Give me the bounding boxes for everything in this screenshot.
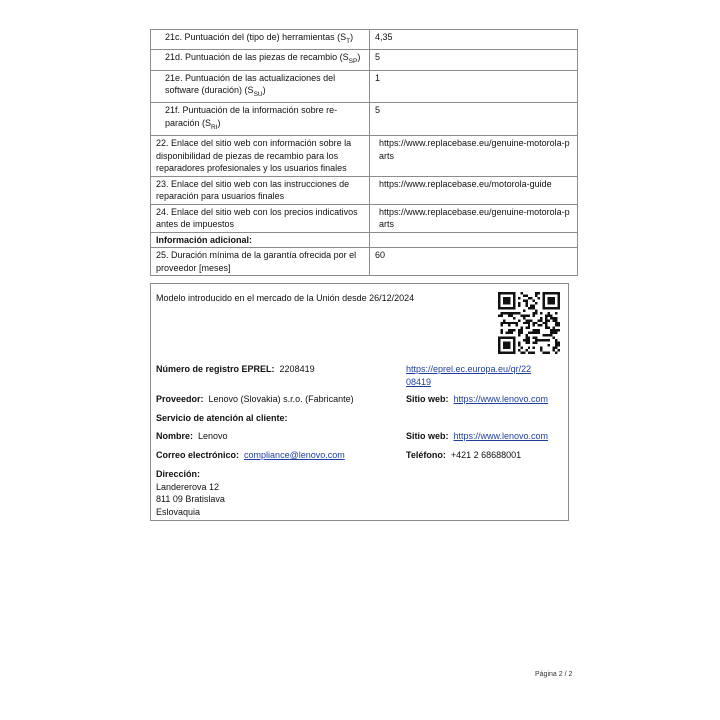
supplier-line <box>156 393 354 406</box>
email-link[interactable]: compliance@lenovo.com <box>244 450 345 460</box>
email-label: Correo electrónico: <box>156 450 240 460</box>
market-intro-text: Modelo introducido en el mercado de la Unión desde 26/12/2024 <box>156 293 415 303</box>
table-row <box>151 248 578 276</box>
customer-service-heading: Servicio de atención al cliente: <box>156 413 288 423</box>
supplier-label: Proveedor: <box>156 394 204 404</box>
eprel-link-line2[interactable]: 08419 <box>406 376 432 387</box>
row-label: 21e. Puntuación de las actualizaciones del software (duración) $(S_{SU})$ <box>151 70 370 103</box>
email-line <box>156 449 345 462</box>
eprel-registration <box>156 363 315 376</box>
address-label: Dirección: <box>156 469 201 479</box>
table-row <box>151 103 578 136</box>
name-value: Lenovo <box>198 431 228 441</box>
name-label: Nombre: <box>156 431 194 441</box>
section-heading: Información adicional: <box>151 232 370 248</box>
supplier-website <box>406 393 548 406</box>
row-link[interactable]: https://www.replacebase.eu/genuine-motorola-parts <box>370 136 578 177</box>
table-row <box>151 204 578 232</box>
row-label: 25. Duración mínima de la garantía ofrecida por el proveedor [meses] <box>151 248 370 276</box>
table-row <box>151 136 578 177</box>
website-link[interactable]: https://www.lenovo.com <box>453 394 549 404</box>
address-line: 811 09 Bratislava <box>156 494 225 504</box>
eprel-link-line1[interactable]: https://eprel.ec.europa.eu/qr/22 <box>406 364 532 374</box>
row-value: 4,35 <box>370 30 578 50</box>
qr-code-icon[interactable] <box>498 292 560 354</box>
website-label: Sitio web: <box>406 431 449 441</box>
phone-value: +421 2 68688001 <box>450 450 522 460</box>
service-website <box>406 430 548 443</box>
phone-line <box>406 449 521 462</box>
phone-label: Teléfono: <box>406 450 446 460</box>
row-value: 1 <box>370 70 578 103</box>
row-link[interactable]: https://www.replacebase.eu/genuine-motorola-parts <box>370 204 578 232</box>
eprel-number: 2208419 <box>279 364 315 374</box>
row-label: 23. Enlace del sitio web con las instrucciones de reparación para usuarios finales <box>151 176 370 204</box>
row-link[interactable]: https://www.replacebase.eu/motorola-guide <box>370 176 578 204</box>
row-label: 21d. Puntuación de las piezas de recambio $(S_{SP})$ <box>151 50 370 70</box>
table-row <box>151 30 578 50</box>
eprel-link[interactable] <box>406 363 531 388</box>
table-row <box>151 232 578 248</box>
eprel-label: Número de registro EPREL: <box>156 364 275 374</box>
row-label: 24. Enlace del sitio web con los precios indicativos antes de impuestos <box>151 204 370 232</box>
address-block <box>156 468 225 518</box>
row-value: 5 <box>370 50 578 70</box>
product-info-box <box>150 283 569 521</box>
row-label: 22. Enlace del sitio web con información sobre la disponibilidad de piezas de recambio para los reparadores profesionales y los usuarios finales <box>151 136 370 177</box>
supplier-value: Lenovo (Slovakia) s.r.o. (Fabricante) <box>208 394 354 404</box>
page-number: Página 2 / 2 <box>535 671 573 678</box>
address-line: Landererova 12 <box>156 481 220 492</box>
row-value: 60 <box>370 248 578 276</box>
table-row <box>151 70 578 103</box>
row-label: 21c. Puntuación del (tipo de) herramientas $(S_T)$ <box>151 30 370 50</box>
row-value: 5 <box>370 103 578 136</box>
address-line: Eslovaquia <box>156 506 201 517</box>
table-row <box>151 50 578 70</box>
row-value <box>370 232 578 248</box>
contact-name-line <box>156 430 228 443</box>
website-label: Sitio web: <box>406 394 449 404</box>
table-row <box>151 176 578 204</box>
repair-info-table <box>150 29 578 276</box>
row-label: 21f. Puntuación de la información sobre re-paración $(S_{RI})$ <box>151 103 370 136</box>
website-link[interactable]: https://www.lenovo.com <box>453 431 549 441</box>
